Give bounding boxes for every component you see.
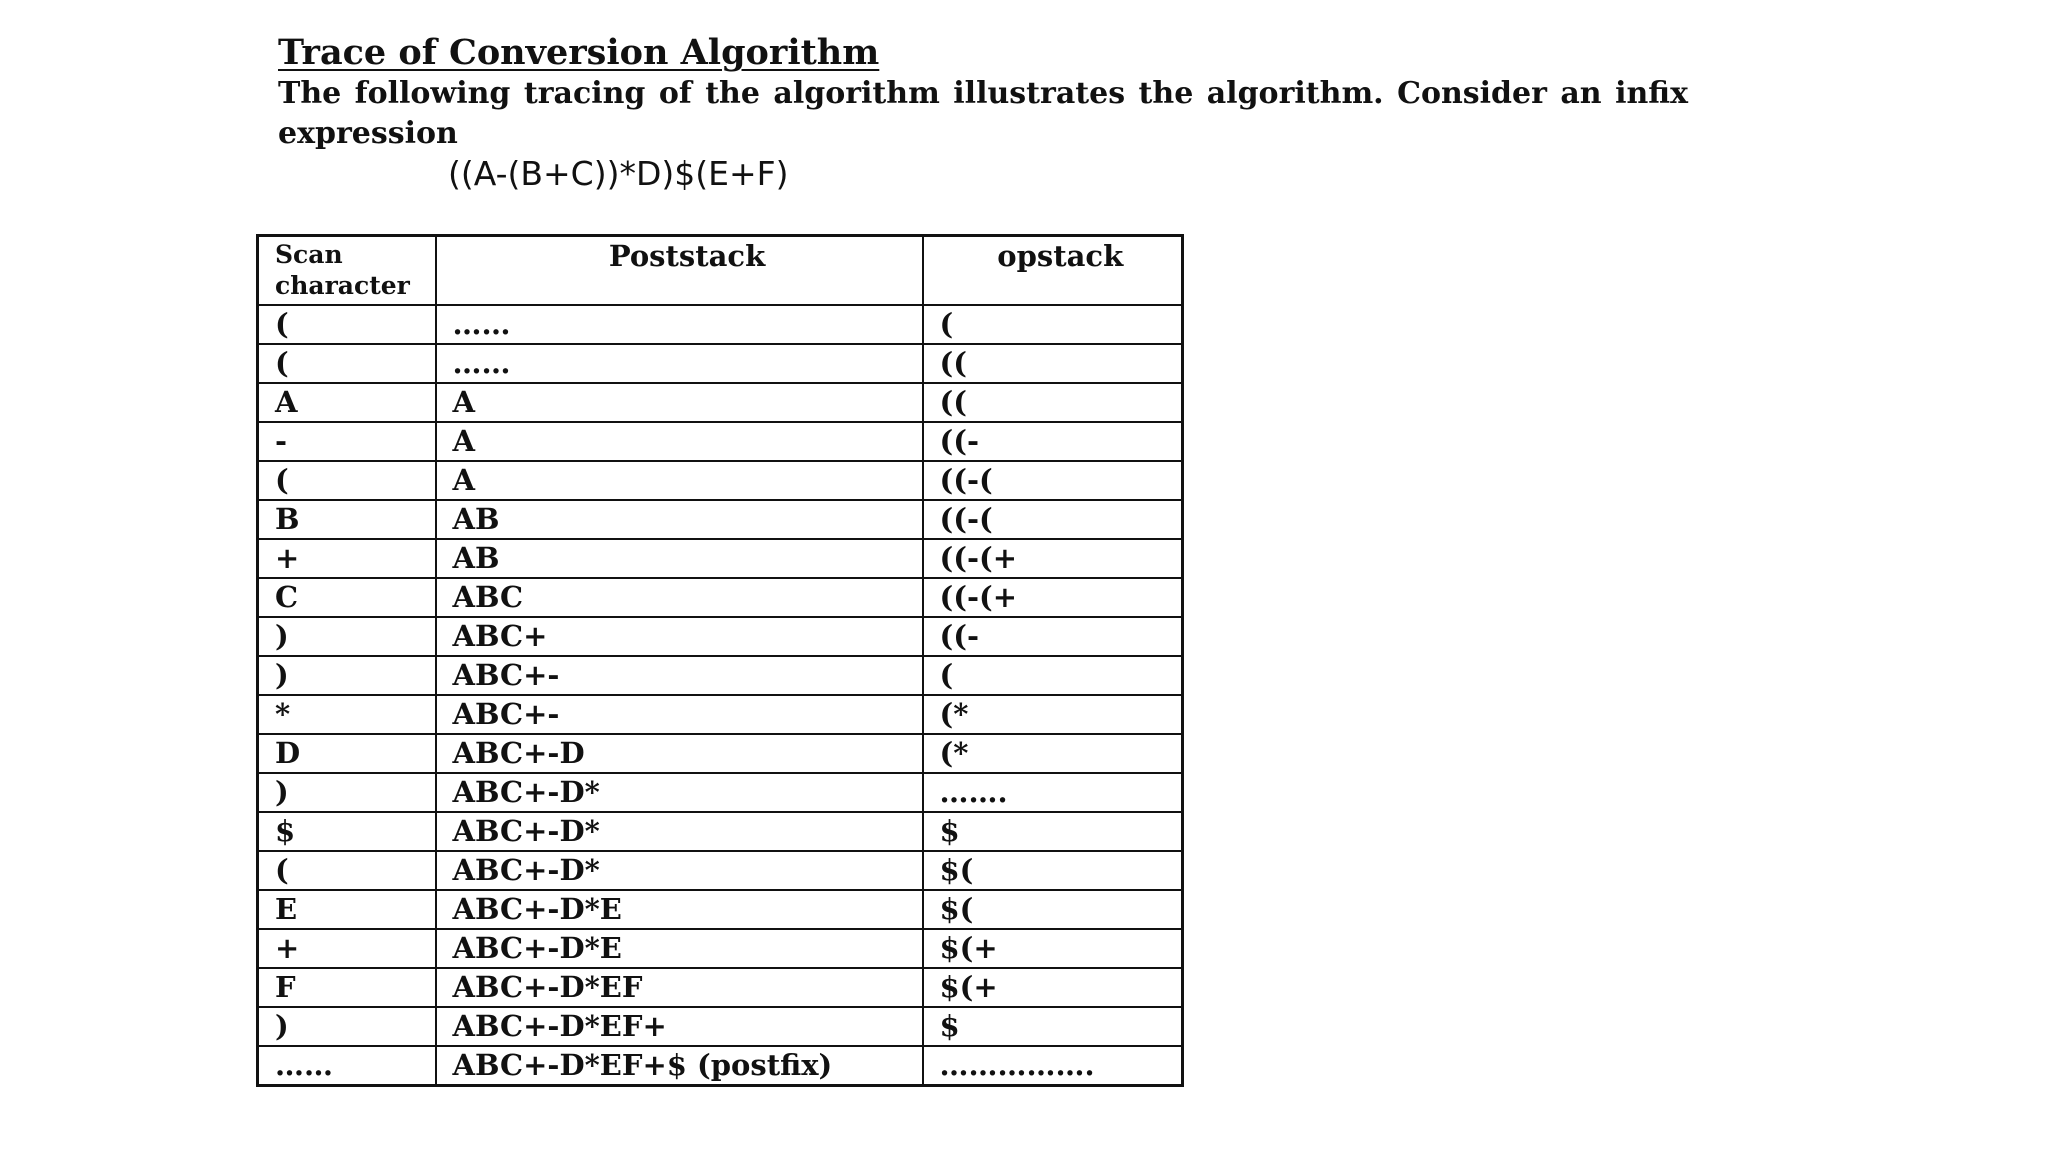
opstack-cell: $( <box>923 890 1183 929</box>
poststack-cell: ABC+-D* <box>436 812 923 851</box>
opstack-cell: (* <box>923 734 1183 773</box>
poststack-cell: A <box>436 422 923 461</box>
opstack-cell: $(+ <box>923 929 1183 968</box>
scan-character-cell: …… <box>258 1046 436 1086</box>
scan-character-cell: C <box>258 578 436 617</box>
poststack-cell: ABC+- <box>436 695 923 734</box>
table-row <box>258 305 1183 344</box>
opstack-cell: ((-( <box>923 500 1183 539</box>
poststack-cell: A <box>436 461 923 500</box>
opstack-cell: $ <box>923 812 1183 851</box>
table-row <box>258 344 1183 383</box>
poststack-cell: ABC+-D*EF+$ (postfix) <box>436 1046 923 1086</box>
scan-character-cell: + <box>258 929 436 968</box>
table-row <box>258 500 1183 539</box>
table-row <box>258 929 1183 968</box>
opstack-cell: ((-(+ <box>923 539 1183 578</box>
header-scan-character: Scan character <box>258 236 436 306</box>
scan-character-cell: B <box>258 500 436 539</box>
table-row <box>258 383 1183 422</box>
opstack-cell: $( <box>923 851 1183 890</box>
table-row <box>258 422 1183 461</box>
opstack-cell: $ <box>923 1007 1183 1046</box>
table-header-row <box>258 236 1183 306</box>
scan-character-cell: - <box>258 422 436 461</box>
table-row <box>258 461 1183 500</box>
opstack-cell: ……………. <box>923 1046 1183 1086</box>
poststack-cell: ABC+-D* <box>436 773 923 812</box>
scan-character-cell: A <box>258 383 436 422</box>
header-poststack: Poststack <box>436 236 923 306</box>
intro-paragraph: The following tracing of the algorithm illustrates the algorithm. Consider an infix expression <box>278 76 1688 151</box>
opstack-cell: $(+ <box>923 968 1183 1007</box>
poststack-cell: ABC+-D*E <box>436 929 923 968</box>
scan-character-cell: D <box>258 734 436 773</box>
document-title: Trace of Conversion Algorithm <box>278 32 880 73</box>
table-row <box>258 734 1183 773</box>
scan-character-cell: ( <box>258 851 436 890</box>
scan-character-cell: ( <box>258 305 436 344</box>
trace-table <box>256 234 1184 1087</box>
poststack-cell: A <box>436 383 923 422</box>
table-row <box>258 773 1183 812</box>
poststack-cell: ABC+-D*E <box>436 890 923 929</box>
scan-character-cell: ( <box>258 344 436 383</box>
poststack-cell: ABC <box>436 578 923 617</box>
opstack-cell: (* <box>923 695 1183 734</box>
table-row <box>258 617 1183 656</box>
poststack-cell: ABC+-D*EF+ <box>436 1007 923 1046</box>
scan-character-cell: ) <box>258 1007 436 1046</box>
table-row <box>258 578 1183 617</box>
opstack-cell: ((-(+ <box>923 578 1183 617</box>
scan-character-cell: ) <box>258 773 436 812</box>
opstack-cell: ( <box>923 656 1183 695</box>
table-row <box>258 851 1183 890</box>
poststack-cell: ABC+- <box>436 656 923 695</box>
table-row <box>258 890 1183 929</box>
poststack-cell: AB <box>436 539 923 578</box>
scan-character-cell: F <box>258 968 436 1007</box>
poststack-cell: ABC+-D*EF <box>436 968 923 1007</box>
table-row <box>258 695 1183 734</box>
table-row <box>258 968 1183 1007</box>
poststack-cell: …… <box>436 344 923 383</box>
opstack-cell: (( <box>923 383 1183 422</box>
scan-character-cell: * <box>258 695 436 734</box>
opstack-cell: ( <box>923 305 1183 344</box>
table-row <box>258 1046 1183 1086</box>
table-row <box>258 1007 1183 1046</box>
opstack-cell: (( <box>923 344 1183 383</box>
trace-table-body <box>258 305 1183 1086</box>
poststack-cell: …… <box>436 305 923 344</box>
scan-character-cell: ) <box>258 656 436 695</box>
header-opstack: opstack <box>923 236 1183 306</box>
poststack-cell: ABC+ <box>436 617 923 656</box>
scan-character-cell: ) <box>258 617 436 656</box>
table-row <box>258 539 1183 578</box>
table-row <box>258 812 1183 851</box>
scan-character-cell: ( <box>258 461 436 500</box>
poststack-cell: ABC+-D <box>436 734 923 773</box>
table-row <box>258 656 1183 695</box>
opstack-cell: ((- <box>923 422 1183 461</box>
scan-character-cell: + <box>258 539 436 578</box>
opstack-cell: ((-( <box>923 461 1183 500</box>
poststack-cell: AB <box>436 500 923 539</box>
infix-expression: ((A-(B+C))*D)$(E+F) <box>448 154 789 193</box>
opstack-cell: ……. <box>923 773 1183 812</box>
scan-character-cell: E <box>258 890 436 929</box>
opstack-cell: ((- <box>923 617 1183 656</box>
poststack-cell: ABC+-D* <box>436 851 923 890</box>
scan-character-cell: $ <box>258 812 436 851</box>
